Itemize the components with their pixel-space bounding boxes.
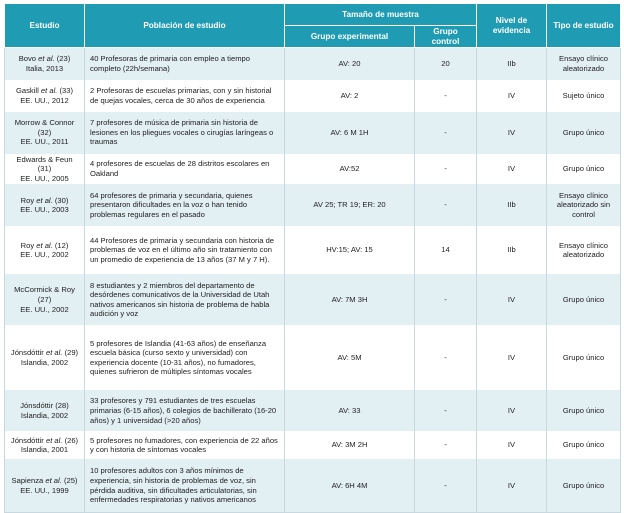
estudio-place: EE. UU., 1999 [20, 485, 69, 495]
estudio-etal: et al. [38, 54, 55, 64]
estudio-author: Roy [20, 240, 35, 250]
estudio-place: EE. UU., 2012 [20, 95, 69, 105]
estudio-ref: (23) [56, 54, 71, 64]
cell-grupo-control: - [415, 112, 477, 154]
cell-grupo-control: - [415, 431, 477, 459]
cell-estudio [5, 226, 85, 274]
cell-poblacion: 5 profesores no fumadores, con experiencia de 22 años y con historia de síntomas vocales [85, 431, 285, 459]
estudio-place: EE. UU., 2003 [20, 205, 69, 215]
table-body [5, 48, 621, 513]
estudio-author: Jónsdóttir [10, 348, 44, 358]
cell-nivel-evidencia: IIb [477, 48, 547, 80]
cell-grupo-control: - [415, 274, 477, 325]
cell-estudio [5, 459, 85, 512]
cell-poblacion: 8 estudiantes y 2 miembros del departamento de desórdenes comunicativos de la Universidad de Utah nativos americanos sin historia de problema de habla audición y voz [85, 274, 285, 325]
cell-estudio [5, 274, 85, 325]
cell-estudio [5, 112, 85, 154]
table-row [5, 48, 621, 80]
cell-poblacion: 4 profesores de escuelas de 28 distritos escolares en Oakland [85, 154, 285, 185]
estudio-place: Italia, 2013 [25, 63, 64, 73]
cell-estudio [5, 184, 85, 226]
cell-grupo-control: 14 [415, 226, 477, 274]
header-grupo-experimental: Grupo experimental [285, 26, 415, 48]
cell-grupo-experimental: AV: 7M 3H [285, 274, 415, 325]
table-header [5, 4, 621, 48]
cell-tipo-estudio: Grupo único [547, 274, 621, 325]
estudio-ref: (25) [63, 475, 78, 485]
estudio-place: EE. UU., 2002 [20, 250, 69, 260]
estudio-place: EE. UU., 2011 [20, 137, 69, 147]
cell-grupo-control: - [415, 184, 477, 226]
table-row [5, 459, 621, 512]
header-tamano-muestra: Tamaño de muestra [285, 4, 477, 26]
header-control-line2: control [431, 36, 460, 46]
estudio-author: Bovo [18, 54, 37, 64]
cell-grupo-experimental: AV: 6 M 1H [285, 112, 415, 154]
cell-tipo-estudio: Grupo único [547, 459, 621, 512]
cell-tipo-estudio: Grupo único [547, 431, 621, 459]
estudio-ref: (31) [37, 164, 52, 174]
estudio-author: Morrow & Connor [14, 118, 75, 128]
cell-tipo-estudio: Sujeto único [547, 80, 621, 112]
table-row [5, 325, 621, 390]
evidence-table [4, 3, 621, 513]
header-nivel-evidencia [477, 4, 547, 48]
estudio-ref: (33) [59, 85, 74, 95]
estudio-author: Edwards & Feun [16, 154, 73, 164]
cell-grupo-experimental: AV: 33 [285, 390, 415, 431]
cell-nivel-evidencia: IV [477, 325, 547, 390]
cell-tipo-estudio: Ensayo clínico aleatorizado [547, 48, 621, 80]
cell-nivel-evidencia: IIb [477, 184, 547, 226]
cell-tipo-estudio: Grupo único [547, 390, 621, 431]
header-grupo-control [415, 26, 477, 48]
cell-grupo-control: - [415, 459, 477, 512]
estudio-etal: et al. [36, 195, 53, 205]
cell-grupo-experimental: AV: 5M [285, 325, 415, 390]
table-row [5, 154, 621, 185]
table-row [5, 274, 621, 325]
estudio-author: Jónsdóttir [10, 435, 44, 445]
cell-grupo-control: 20 [415, 48, 477, 80]
header-poblacion: Población de estudio [85, 4, 285, 48]
cell-grupo-control: - [415, 325, 477, 390]
estudio-author: Sapienza [11, 475, 44, 485]
header-control-line1: Grupo [433, 27, 458, 36]
cell-estudio [5, 80, 85, 112]
cell-grupo-experimental: AV: 3M 2H [285, 431, 415, 459]
cell-grupo-experimental: AV: 20 [285, 48, 415, 80]
cell-nivel-evidencia: IV [477, 154, 547, 185]
estudio-place: Islandia, 2002 [20, 357, 69, 367]
estudio-place: EE. UU., 2005 [20, 173, 69, 183]
cell-poblacion: 33 profesores y 791 estudiantes de tres escuelas primarias (6-15 años), 6 colegios de bachillerato (16-20 años) y 1 universidad (>20 años) [85, 390, 285, 431]
cell-estudio [5, 48, 85, 80]
cell-grupo-control: - [415, 390, 477, 431]
cell-estudio [5, 431, 85, 459]
cell-grupo-experimental: AV: 2 [285, 80, 415, 112]
estudio-etal: et al. [45, 348, 63, 358]
table-row [5, 112, 621, 154]
estudio-ref: (30) [54, 195, 69, 205]
header-tipo-estudio: Tipo de estudio [547, 4, 621, 48]
estudio-etal: et al. [45, 475, 62, 485]
estudio-etal: et al. [40, 85, 58, 95]
estudio-ref: (12) [54, 240, 69, 250]
cell-nivel-evidencia: IV [477, 459, 547, 512]
cell-tipo-estudio: Grupo único [547, 154, 621, 185]
estudio-ref: (28) [55, 401, 69, 411]
estudio-author: Gaskill [15, 85, 39, 95]
estudio-author: Jónsdóttir [20, 401, 54, 411]
cell-grupo-control: - [415, 154, 477, 185]
cell-nivel-evidencia: IV [477, 80, 547, 112]
header-nivel-line1: Nivel de [495, 16, 528, 25]
table-row [5, 390, 621, 431]
cell-grupo-control: - [415, 80, 477, 112]
evidence-table-container [4, 3, 620, 513]
cell-grupo-experimental: AV: 6H 4M [285, 459, 415, 512]
estudio-place: Islandia, 2002 [20, 410, 69, 420]
estudio-ref: (29) [64, 348, 79, 358]
estudio-place: EE. UU., 2002 [20, 304, 69, 314]
estudio-ref: (32) [37, 127, 52, 137]
cell-poblacion: 7 profesores de música de primaria sin historia de lesiones en los pliegues vocales o cirugías laríngeas o traumas [85, 112, 285, 154]
cell-nivel-evidencia: IV [477, 112, 547, 154]
cell-tipo-estudio: Ensayo clínico aleatorizado [547, 226, 621, 274]
cell-nivel-evidencia: IIb [477, 226, 547, 274]
estudio-ref: (26) [64, 435, 79, 445]
estudio-ref: (27) [37, 294, 52, 304]
cell-tipo-estudio: Grupo único [547, 112, 621, 154]
cell-grupo-experimental: AV 25; TR 19; ER: 20 [285, 184, 415, 226]
cell-poblacion: 2 Profesoras de escuelas primarias, con y sin historial de quejas vocales, cerca de 30 años de experiencia [85, 80, 285, 112]
cell-grupo-experimental: HV:15; AV: 15 [285, 226, 415, 274]
table-row [5, 226, 621, 274]
table-row [5, 431, 621, 459]
cell-nivel-evidencia: IV [477, 274, 547, 325]
estudio-place: Islandia, 2001 [20, 445, 69, 455]
cell-poblacion: 64 profesores de primaria y secundaria, quienes presentaron dificultades en la voz o han tenido problemas regulares en el pasado [85, 184, 285, 226]
header-estudio: Estudio [5, 4, 85, 48]
estudio-author: Roy [20, 195, 35, 205]
estudio-author: McCormick & Roy [14, 285, 75, 295]
cell-tipo-estudio: Grupo único [547, 325, 621, 390]
cell-tipo-estudio: Ensayo clínico aleatorizado sin control [547, 184, 621, 226]
cell-poblacion: 5 profesores de Islandia (41-63 años) de enseñanza escuela básica (curso sexto y universidad) con experiencia docente (10-31 años), no fumadores, quienes sufrieron de múltiples síntomas vocales [85, 325, 285, 390]
cell-estudio [5, 325, 85, 390]
estudio-etal: et al. [36, 240, 53, 250]
cell-grupo-experimental: AV:52 [285, 154, 415, 185]
cell-poblacion: 40 Profesoras de primaria con empleo a tiempo completo (22h/semana) [85, 48, 285, 80]
cell-nivel-evidencia: IV [477, 431, 547, 459]
cell-estudio [5, 154, 85, 185]
cell-estudio [5, 390, 85, 431]
table-row [5, 184, 621, 226]
cell-nivel-evidencia: IV [477, 390, 547, 431]
cell-poblacion: 10 profesores adultos con 3 años mínimos de experiencia, sin historia de problemas de voz, sin pérdida auditiva, sin dificultades articulatorias, sin enfermedades respiratorias y nativos americanos [85, 459, 285, 512]
table-row [5, 80, 621, 112]
header-nivel-line2: evidencia [492, 25, 531, 35]
estudio-etal: et al. [45, 435, 63, 445]
cell-poblacion: 44 Profesores de primaria y secundaria con historia de problemas de voz en el último año sin tratamiento con un promedio de experiencia de 13 años (37 M y 7 H). [85, 226, 285, 274]
